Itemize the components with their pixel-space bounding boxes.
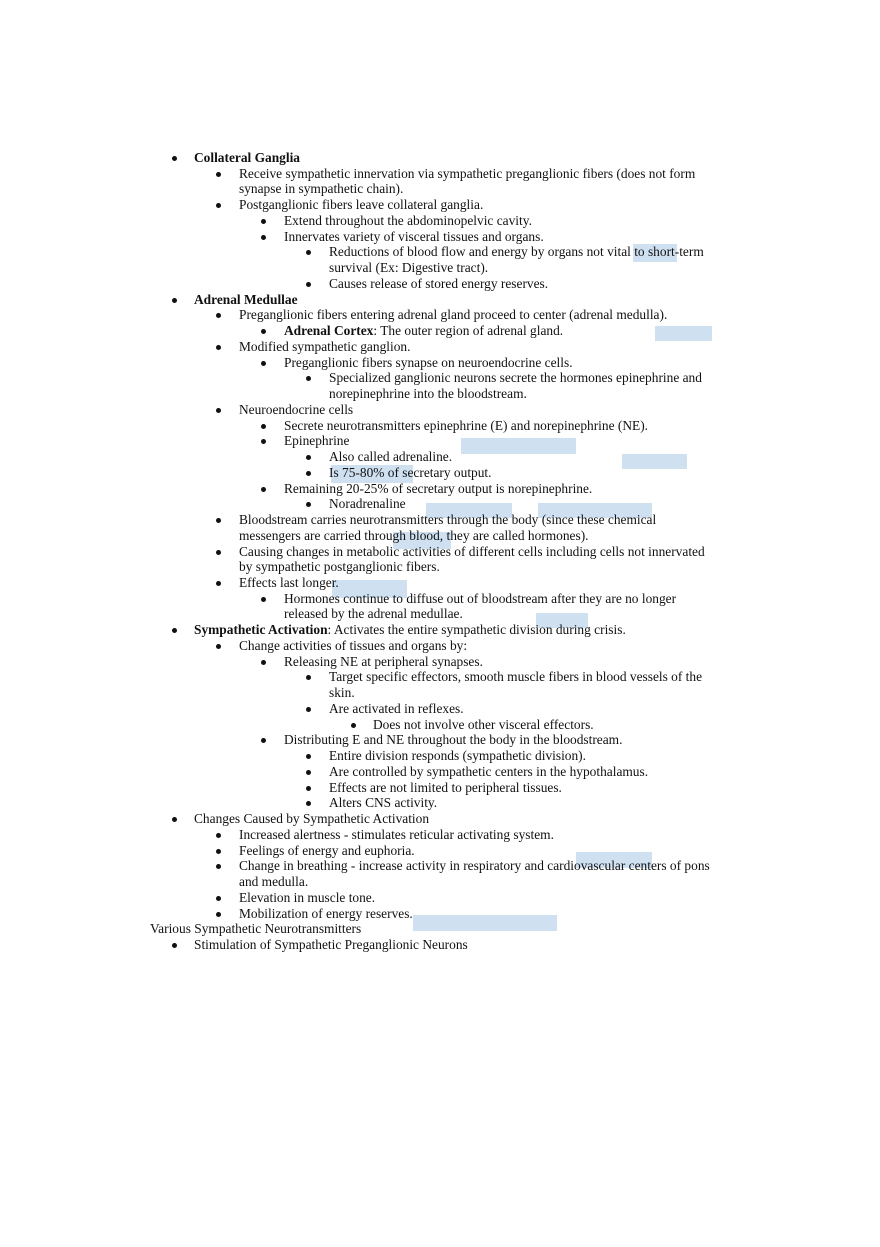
outline-text: by sympathetic postganglionic fibers. [239,559,440,575]
outline-text: Are activated in reflexes. [329,700,464,716]
highlight-mark [655,326,712,341]
outline-text: Collateral Ganglia [194,150,301,165]
outline-item [329,449,452,465]
outline-item [329,496,406,512]
outline-text: Hormones continue to diffuse out of bloodstream after they are no longer [284,590,677,606]
bullet-icon [261,329,266,334]
bullet-icon [216,912,221,917]
outline-item [194,937,468,953]
outline-item [239,339,410,355]
outline-text: Is 75-80% of secretary output. [329,464,492,480]
bullet-icon [216,203,221,208]
outline-text: Effects are not limited to peripheral tissues. [329,779,562,795]
bullet-icon [172,943,177,948]
outline-text: Entire division responds (sympathetic division). [329,748,586,764]
outline-text: Specialized ganglionic neurons secrete the hormones epinephrine and [329,370,702,386]
bullet-icon [261,235,266,240]
bullet-icon [306,455,311,460]
outline-line-continuation [284,606,463,622]
outline-item [284,323,563,339]
outline-text: Also called adrenaline. [329,449,453,465]
bullet-icon [306,250,311,255]
outline-text: Releasing NE at peripheral synapses. [284,653,483,669]
outline-line-continuation [239,559,440,575]
outline-text: and medulla. [239,874,309,890]
outline-text: Distributing E and NE throughout the body in the bloodstream. [284,732,623,748]
outline-text: Are controlled by sympathetic centers in the hypothalamus. [329,763,649,779]
outline-item [373,717,594,733]
outline-item [239,827,554,843]
outline-text: Remaining 20-25% of secretary output is norepinephrine. [284,480,593,496]
outline-item [284,654,483,670]
outline-text: Increased alertness - stimulates reticular activating system. [239,826,554,842]
outline-text: Various Sympathetic Neurotransmitters [150,921,362,937]
outline-item [284,213,532,229]
outline-text: Change activities of tissues and organs by: [239,637,468,653]
outline-text: released by the adrenal medullae. [284,606,463,622]
bullet-icon [216,896,221,901]
outline-item [329,244,704,260]
outline-text: Noradrenaline [329,496,406,512]
bullet-icon [261,487,266,492]
outline-text: Receive sympathetic innervation via sympathetic preganglionic fibers (does not form [239,165,696,181]
bullet-icon [351,723,356,728]
outline-line-continuation [239,528,589,544]
outline-line-continuation [329,260,488,276]
outline-text: Reductions of blood flow and energy by organs not vital to short-term [329,244,704,260]
outline-text: Changes Caused by Sympathetic Activation [194,811,430,827]
outline-text: Extend throughout the abdominopelvic cavity. [284,212,532,228]
outline-item [150,921,361,937]
outline-item [329,276,548,292]
outline-text: Adrenal Medullae [194,291,298,307]
outline-item [329,465,492,481]
outline-term: Sympathetic Activation [194,622,328,638]
bullet-icon [216,313,221,318]
outline-text: synapse in sympathetic chain). [239,181,404,197]
bullet-icon [306,502,311,507]
outline-text: Mobilization of energy reserves. [239,905,413,921]
outline-text: Effects last longer. [239,574,339,590]
outline-item [239,843,415,859]
bullet-icon [306,770,311,775]
outline-item [194,622,626,638]
outline-text: Feelings of energy and euphoria. [239,842,415,858]
highlight-mark [461,438,576,454]
outline-item [239,197,483,213]
outline-item [194,150,300,166]
outline-term: Adrenal Cortex [284,323,374,339]
bullet-icon [216,833,221,838]
outline-text: Neuroendocrine cells [239,401,354,417]
outline-text: Target specific effectors, smooth muscle fibers in blood vessels of the [329,669,703,685]
outline-item [284,418,648,434]
outline-text: Secrete neurotransmitters epinephrine (E) and norepinephrine (NE). [284,417,649,433]
outline-item [284,433,349,449]
outline-item [329,370,702,386]
outline-text: messengers are carried through blood, they are called hormones). [239,527,589,543]
bullet-icon [216,345,221,350]
outline-item [194,292,298,308]
bullet-icon [172,156,177,161]
outline-text: Preganglionic fibers entering adrenal gland proceed to center (adrenal medulla). [239,307,668,323]
outline-line-continuation [239,874,308,890]
bullet-icon [306,754,311,759]
bullet-icon [216,518,221,523]
outline-text: Epinephrine [284,433,350,449]
bullet-icon [261,361,266,366]
outline-item [284,355,573,371]
bullet-icon [306,801,311,806]
outline-item [329,764,648,780]
bullet-icon [306,675,311,680]
outline-item [329,701,464,717]
bullet-icon [306,786,311,791]
outline-item [329,780,562,796]
outline-text: Causing changes in metabolic activities of different cells including cells not innervated [239,543,705,559]
outline-item [329,669,702,685]
outline-text: Innervates variety of visceral tissues and organs. [284,228,544,244]
bullet-icon [306,376,311,381]
outline-line-continuation [329,386,527,402]
bullet-icon [306,282,311,287]
bullet-icon [261,439,266,444]
outline-text: Change in breathing - increase activity in respiratory and cardiovascular centers of pons [239,858,710,874]
outline-item [194,811,429,827]
bullet-icon [172,628,177,633]
outline-item [284,229,544,245]
bullet-icon [216,172,221,177]
outline-text: Stimulation of Sympathetic Preganglionic Neurons [194,937,468,952]
outline-text: Alters CNS activity. [329,795,438,811]
outline-line-continuation [239,181,403,197]
outline-item [329,748,586,764]
outline-item [239,858,710,874]
bullet-icon [261,424,266,429]
outline-text: Does not involve other visceral effectors. [373,716,594,732]
outline-item [239,307,667,323]
outline-text: norepinephrine into the bloodstream. [329,386,527,402]
bullet-icon [172,298,177,303]
bullet-icon [216,408,221,413]
bullet-icon [261,738,266,743]
bullet-icon [216,644,221,649]
bullet-icon [306,707,311,712]
outline-item [239,402,353,418]
bullet-icon [261,660,266,665]
bullet-icon [216,550,221,555]
outline-text: : Activates the entire sympathetic division during crisis. [327,622,626,638]
highlight-mark [622,454,687,469]
outline-item [284,591,676,607]
bullet-icon [216,581,221,586]
outline-text: Modified sympathetic ganglion. [239,338,411,354]
outline-text: Postganglionic fibers leave collateral ganglia. [239,197,484,213]
outline-text: survival (Ex: Digestive tract). [329,260,489,276]
outline-item [239,166,695,182]
outline-item [284,732,622,748]
bullet-icon [306,471,311,476]
outline-item [239,512,656,528]
outline-text: Elevation in muscle tone. [239,889,376,905]
outline-item [284,481,592,497]
bullet-icon [261,597,266,602]
highlight-mark [413,915,557,931]
bullet-icon [172,817,177,822]
outline-line-continuation [329,685,355,701]
outline-text: skin. [329,685,355,701]
outline-text: : The outer region of adrenal gland. [373,323,564,339]
outline-item [239,575,339,591]
outline-text: Causes release of stored energy reserves. [329,275,549,291]
outline-item [239,544,705,560]
outline-text: Preganglionic fibers synapse on neuroendocrine cells. [284,354,573,370]
outline-item [329,795,437,811]
bullet-icon [216,849,221,854]
bullet-icon [261,219,266,224]
outline-text: Bloodstream carries neurotransmitters through the body (since these chemical [239,512,657,528]
outline-item [239,638,467,654]
bullet-icon [216,864,221,869]
outline-item [239,890,375,906]
outline-item [239,906,413,922]
